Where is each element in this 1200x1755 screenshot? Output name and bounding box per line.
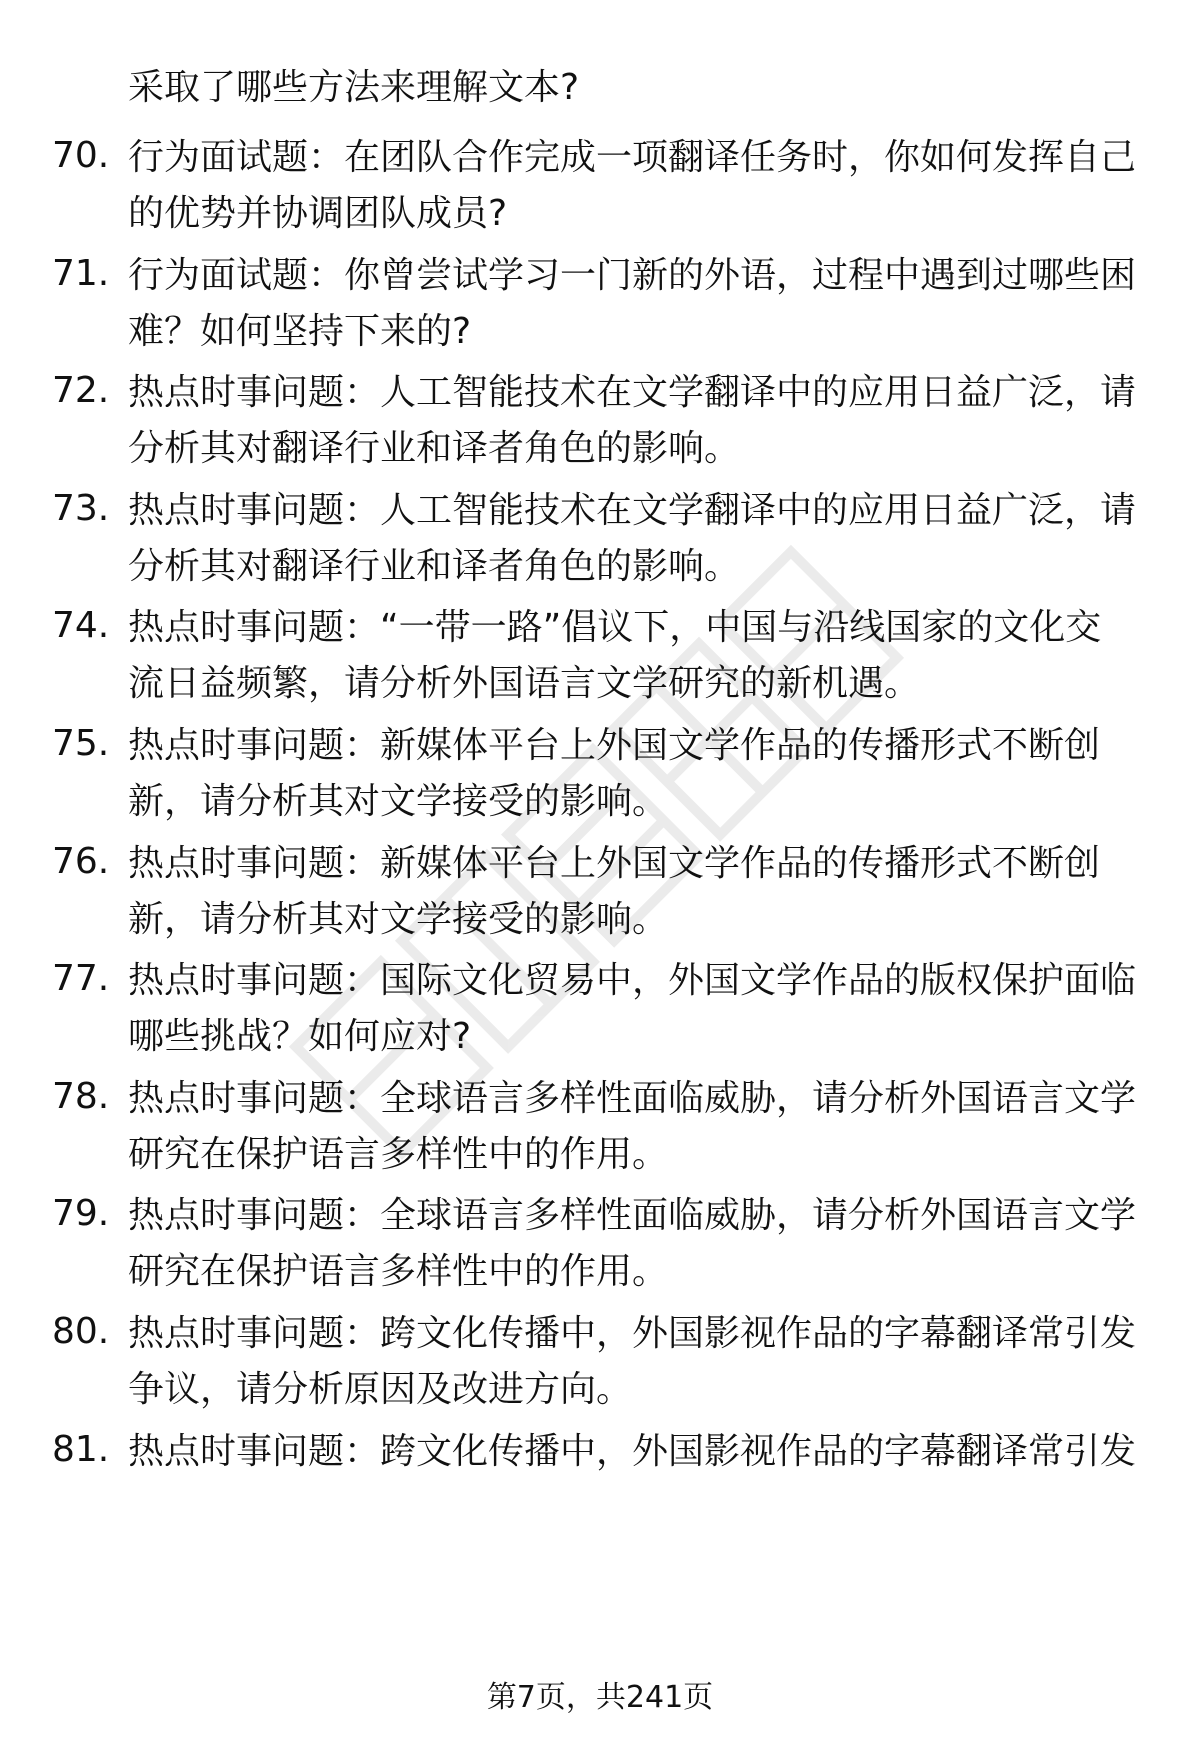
question-text-line: 热点时事问题：人工智能技术在文学翻译中的应用日益广泛，请 bbox=[128, 372, 1137, 414]
question-item bbox=[52, 718, 1152, 828]
question-number: 80. bbox=[52, 1311, 110, 1352]
question-text-line: 分析其对翻译行业和译者角色的影响。 bbox=[128, 428, 741, 470]
question-text-line: 热点时事问题：人工智能技术在文学翻译中的应用日益广泛，请 bbox=[128, 489, 1137, 531]
question-text bbox=[128, 953, 1138, 1065]
question-item bbox=[52, 248, 1152, 358]
question-text bbox=[128, 483, 1138, 595]
question-text-line: 流日益频繁，请分析外国语言文学研究的新机遇。 bbox=[128, 663, 921, 705]
question-item bbox=[52, 483, 1152, 593]
question-item bbox=[52, 130, 1152, 240]
question-number: 70. bbox=[52, 135, 110, 176]
question-text bbox=[128, 718, 1138, 830]
question-item bbox=[52, 600, 1152, 710]
question-text bbox=[128, 1306, 1138, 1418]
question-text bbox=[128, 1071, 1138, 1183]
question-text-line: 热点时事问题：新媒体平台上外国文学作品的传播形式不断创 bbox=[128, 842, 1101, 884]
question-number: 76. bbox=[52, 840, 110, 882]
question-text-line: 新，请分析其对文学接受的影响。 bbox=[128, 781, 669, 822]
question-number: 71. bbox=[52, 252, 110, 294]
question-item bbox=[52, 953, 1152, 1063]
question-item bbox=[52, 1424, 1152, 1534]
question-text bbox=[128, 836, 1138, 948]
question-number: 73. bbox=[52, 487, 110, 529]
continuation-text: 采取了哪些方法来理解文本? bbox=[128, 67, 580, 108]
question-text-line: 热点时事问题：全球语言多样性面临威胁，请分析外国语言文学 bbox=[128, 1077, 1137, 1119]
question-text-line: 行为面试题：在团队合作完成一项翻译任务时，你如何发挥自己 bbox=[128, 137, 1137, 178]
question-number: 79. bbox=[52, 1193, 110, 1235]
question-text-line: 热点时事问题：新媒体平台上外国文学作品的传播形式不断创 bbox=[128, 725, 1101, 766]
question-text-line: 分析其对翻译行业和译者角色的影响。 bbox=[128, 545, 741, 587]
question-item bbox=[52, 1188, 1152, 1298]
question-text bbox=[128, 130, 1138, 242]
question-text bbox=[128, 365, 1138, 477]
question-number: 74. bbox=[52, 605, 110, 647]
question-text bbox=[128, 1424, 1138, 1480]
question-item bbox=[52, 365, 1152, 475]
question-text-line: 热点时事问题：跨文化传播中，外国影视作品的字幕翻译常引发 bbox=[128, 1313, 1137, 1354]
question-text bbox=[128, 248, 1138, 360]
question-text-line: 热点时事问题：“一带一路”倡议下，中国与沿线国家的文化交 bbox=[128, 607, 1102, 649]
question-text-line: 争议，请分析原因及改进方向。 bbox=[128, 1369, 633, 1410]
question-item bbox=[52, 1071, 1152, 1181]
page-footer: 第7页，共241页 bbox=[486, 1680, 714, 1715]
question-text-line: 行为面试题：你曾尝试学习一门新的外语，过程中遇到过哪些困 bbox=[128, 254, 1137, 296]
question-text bbox=[128, 600, 1138, 712]
question-text-line: 新，请分析其对文学接受的影响。 bbox=[128, 898, 669, 940]
question-item bbox=[52, 836, 1152, 946]
question-number: 78. bbox=[52, 1075, 110, 1117]
question-text-line: 热点时事问题：跨文化传播中，外国影视作品的字幕翻译常引发 bbox=[128, 1430, 1137, 1472]
question-number: 75. bbox=[52, 723, 110, 764]
question-text-line: 哪些挑战？如何应对? bbox=[128, 1016, 472, 1058]
question-number: 81. bbox=[52, 1428, 110, 1470]
question-number: 77. bbox=[52, 958, 110, 1000]
question-text-line: 研究在保护语言多样性中的作用。 bbox=[128, 1133, 669, 1175]
question-text bbox=[128, 1188, 1138, 1300]
question-text-line: 热点时事问题：全球语言多样性面临威胁，请分析外国语言文学 bbox=[128, 1195, 1137, 1237]
question-item bbox=[52, 1306, 1152, 1416]
question-text-line: 难？如何坚持下来的? bbox=[128, 310, 472, 352]
question-text-line: 热点时事问题：国际文化贸易中，外国文学作品的版权保护面临 bbox=[128, 960, 1137, 1002]
question-text-line: 的优势并协调团队成员? bbox=[128, 193, 508, 234]
question-number: 72. bbox=[52, 370, 110, 412]
question-text-line: 研究在保护语言多样性中的作用。 bbox=[128, 1251, 669, 1293]
